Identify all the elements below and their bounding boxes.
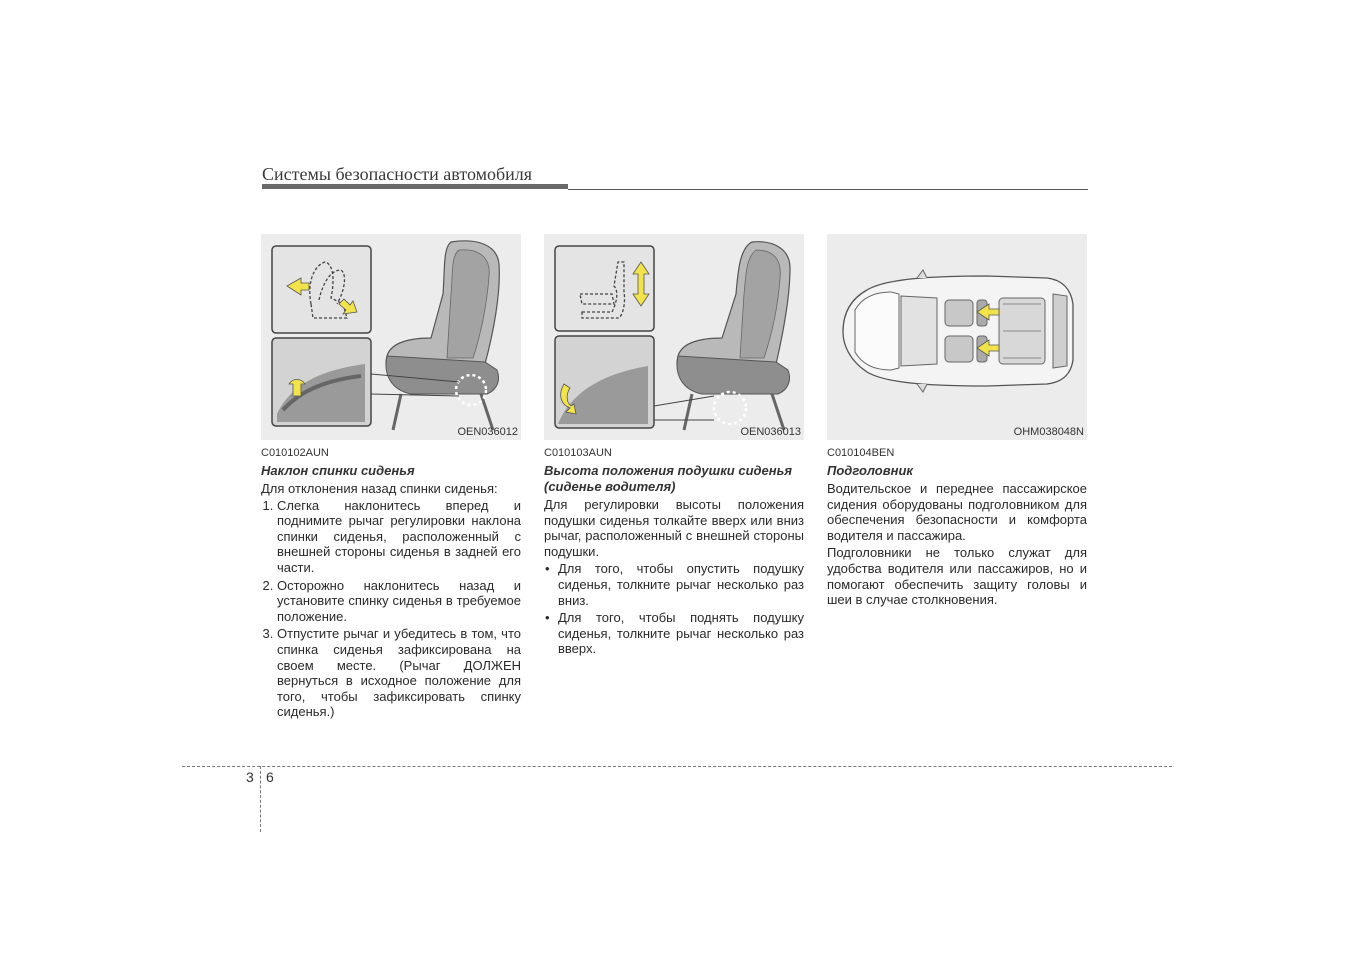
figure-headrest xyxy=(827,234,1087,440)
seat-height-illustration xyxy=(544,234,804,440)
column-headrest xyxy=(827,234,1087,608)
section-title: Подголовник xyxy=(827,463,913,478)
paragraph: Водительское и переднее пассажирское сидения оборудованы подголовником для обеспечения безопасности и комфорта водителя и пассажира. xyxy=(827,481,1087,543)
car-top-view-illustration xyxy=(827,234,1087,440)
chapter-number: 3 xyxy=(246,769,254,785)
figure-code: OEN036013 xyxy=(740,426,801,438)
column-cushion-height xyxy=(544,234,804,659)
steps-list xyxy=(261,498,521,720)
figure-code: OEN036012 xyxy=(457,426,518,438)
section-code: C010103AUN xyxy=(544,447,612,459)
section-title: Наклон спинки сиденья xyxy=(261,463,415,478)
list-item: 3. Отпустите рычаг и убедитесь в том, что спинка сиденья зафиксирована на своем месте. (Рычаг ДОЛЖЕН вернуться в исходное положение для того, чтобы зафиксировать спинку сиденья.) xyxy=(277,626,521,720)
section-code: C010104BEN xyxy=(827,447,895,459)
section-intro: Для отклонения назад спинки сиденья: xyxy=(261,481,498,496)
figure-code: OHM038048N xyxy=(1013,426,1084,438)
footer-divider xyxy=(182,766,1172,767)
header-bar xyxy=(262,184,568,189)
paragraph: Подголовники не только служат для удобства водителя или пассажиров, но и помогают обеспечить защиту головы и шеи в случае столкновения. xyxy=(827,545,1087,608)
seat-recline-illustration xyxy=(261,234,521,440)
section-code: C010102AUN xyxy=(261,447,329,459)
figure-seatback-recline xyxy=(261,234,521,440)
header-rule xyxy=(568,189,1088,190)
list-item: • Для того, чтобы поднять подушку сиденья, толкните рычаг несколько раз вверх. xyxy=(558,610,804,657)
section-title: Высота положения подушки сиденья (сиденье водителя) xyxy=(544,463,793,494)
figure-cushion-height xyxy=(544,234,804,440)
list-item: • Для того, чтобы опустить подушку сиденья, толкните рычаг несколько раз вниз. xyxy=(558,561,804,608)
chapter-title: Системы безопасности автомобиля xyxy=(262,164,533,184)
list-item: 1. Слегка наклонитесь вперед и поднимите рычаг регулировки наклона спинки сиденья, расположенный с внешней стороны сиденья в задней его части. xyxy=(277,498,521,576)
column-seatback-recline xyxy=(261,234,521,722)
footer-vertical-divider xyxy=(260,766,261,832)
page-number: 6 xyxy=(266,769,274,785)
list-item: 2. Осторожно наклонитесь назад и установите спинку сиденья в требуемое положение. xyxy=(277,578,521,625)
section-intro: Для регулировки высоты положения подушки сиденья толкайте вверх или вниз рычаг, расположенный с внешней стороны подушки. xyxy=(544,497,804,559)
page-header xyxy=(262,164,1088,194)
bullet-list xyxy=(544,561,804,657)
